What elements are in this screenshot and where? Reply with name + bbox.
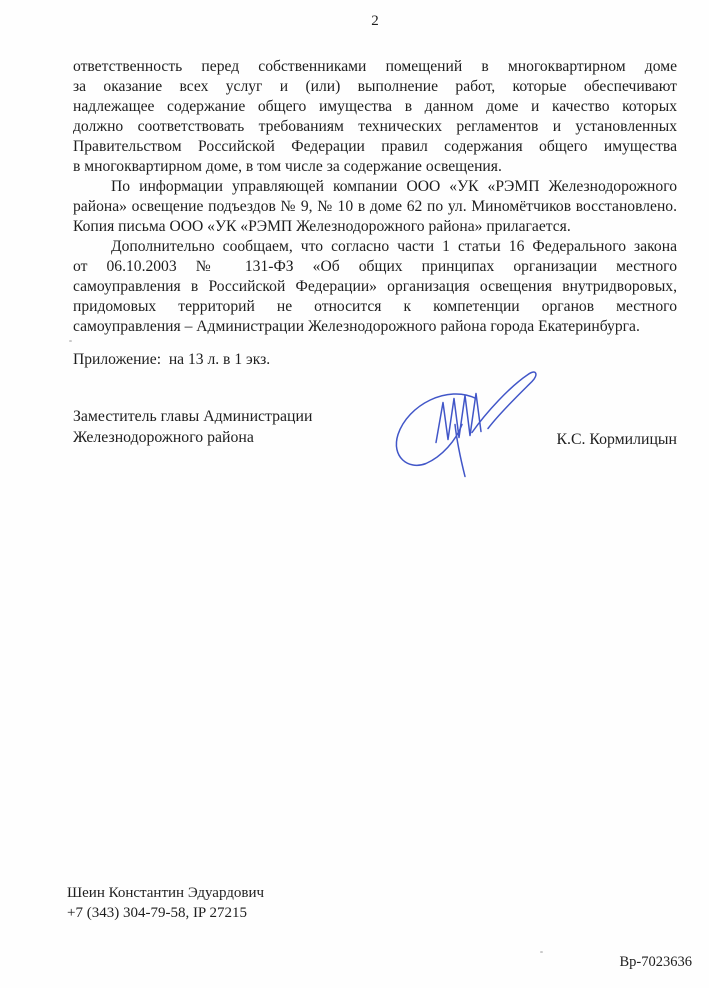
page-number: 2 xyxy=(371,13,379,29)
scan-speck xyxy=(69,340,72,342)
signatory-position-line-1: Заместитель главы Администрации xyxy=(73,408,313,425)
paragraph-line: Правительством Российской Федерации правил содержания общего имущества xyxy=(73,138,677,155)
paragraph-line: самоуправления в Российской Федерации» организация освещения внутридворовых, xyxy=(73,278,677,295)
signature-scribble xyxy=(388,366,548,481)
signatory-name: К.С. Кормилицын xyxy=(556,431,677,448)
paragraph-line: По информации управляющей компании ООО «УК «РЭМП Железнодорожного xyxy=(111,178,677,195)
paragraph-line: от 06.10.2003 № 131-ФЗ «Об общих принципах организации местного xyxy=(73,258,677,275)
executor-block xyxy=(67,883,264,923)
attachment-line: Приложение: на 13 л. в 1 экз. xyxy=(73,351,271,368)
doc-ref-number: Вр-7023636 xyxy=(619,954,692,970)
paragraph-line: ответственность перед собственниками помещений в многоквартирном доме xyxy=(73,58,677,75)
letter-body xyxy=(73,57,677,337)
paragraph-line: в многоквартирном доме, в том числе за содержание освещения. xyxy=(73,158,502,175)
paragraph-line: самоуправления – Администрации Железнодорожного района города Екатеринбурга. xyxy=(73,318,640,335)
signatory-position xyxy=(73,406,312,448)
signatory-position-line-2: Железнодорожного района xyxy=(73,429,254,446)
paragraph-line: должно соответствовать требованиям технических регламентов и установленных xyxy=(73,118,677,135)
paragraph-line: Копия письма ООО «УК «РЭМП Железнодорожного района» прилагается. xyxy=(73,218,571,235)
scan-speck xyxy=(540,951,543,953)
executor-phone: +7 (343) 304-79-58, IP 27215 xyxy=(67,905,247,921)
paragraph-line: района» освещение подъездов № 9, № 10 в доме 62 по ул. Миномётчиков восстановлено. xyxy=(73,198,677,215)
paragraph-line: надлежащее содержание общего имущества в данном доме и качество которых xyxy=(73,98,677,115)
executor-name: Шеин Константин Эдуардович xyxy=(67,885,265,901)
paragraph-line: придомовых территорий не относится к компетенции органов местного xyxy=(73,298,677,315)
paragraph-line: за оказание всех услуг и (или) выполнение работ, которые обеспечивают xyxy=(73,78,677,95)
paragraph-line: Дополнительно сообщаем, что согласно части 1 статьи 16 Федерального закона xyxy=(111,238,677,255)
